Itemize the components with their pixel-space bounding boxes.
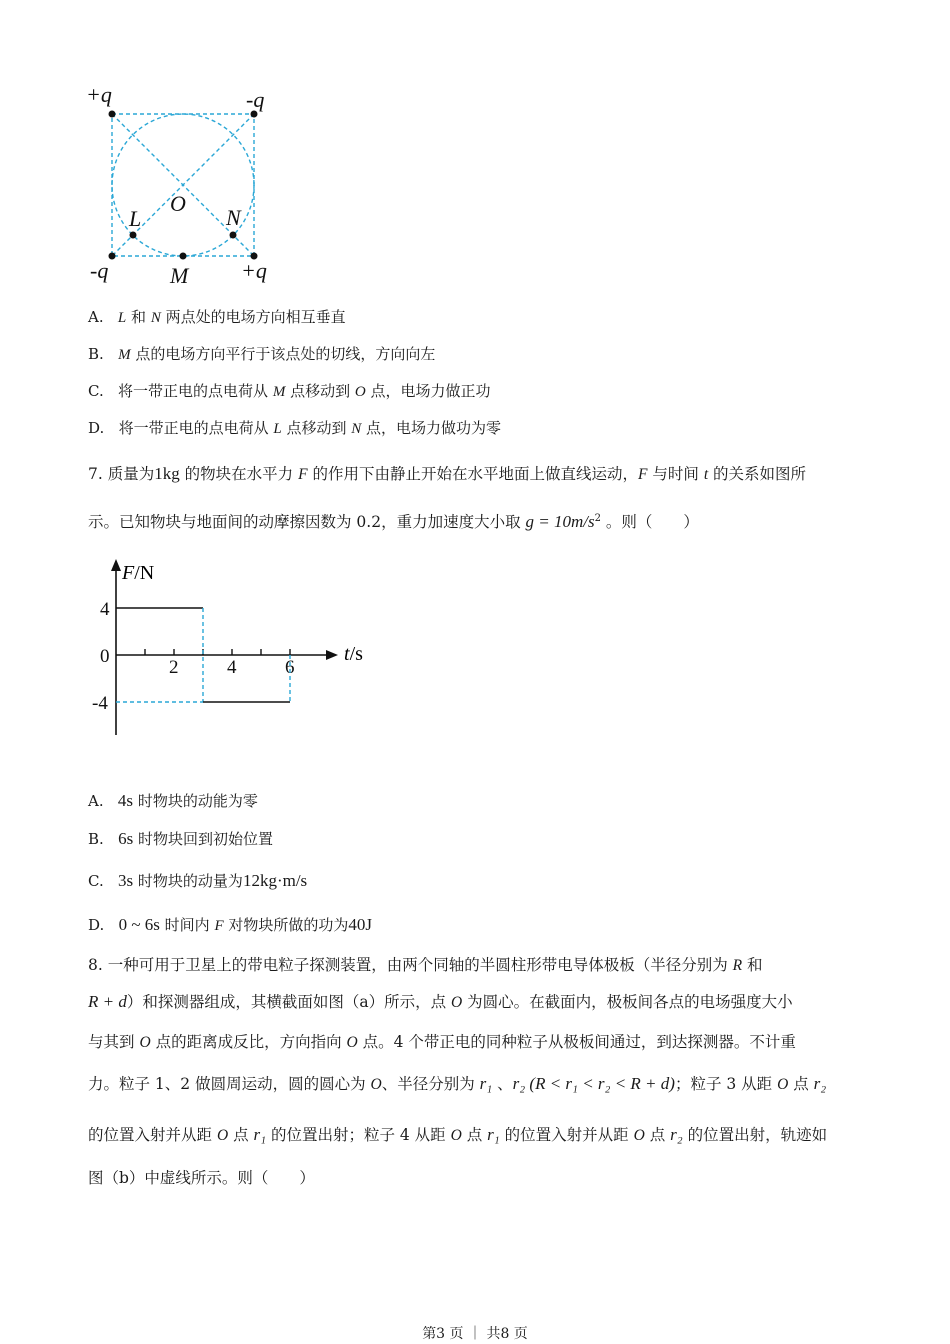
q8-stem-line2 [88,990,793,1012]
q8-stem-line3 [88,1030,796,1052]
text-part: 、 [492,1075,513,1093]
option-part: F [214,918,224,934]
label-top-left: +q [86,82,112,107]
text-part: 的位置出射；粒子 4 从距 [266,1126,451,1144]
label-N: N [226,205,241,230]
text-part: 的位置入射并从距 [88,1126,217,1144]
text-part: 点的距离成反比，方向指向 [150,1033,347,1051]
text-part: 的位置入射并从距 [499,1126,634,1144]
option-part: 将一带正电的点电荷从 [118,419,274,437]
charge-dot-top-left [109,111,116,118]
text-part: 8. 一种可用于卫星上的带电粒子探测装置，由两个同轴的半圆柱形带电导体极板（半径分别为 [88,956,733,974]
y-axis-label: F/N [122,562,155,584]
option-key: A. [88,792,104,810]
option-part: 12kg·m/s [242,871,308,890]
q7-stem-line1 [88,462,806,484]
text-part: F [637,466,648,483]
text-part: r₁ [487,1125,500,1144]
option-key: C. [88,872,104,890]
q7-option-a [88,790,258,811]
option-part: O [354,384,366,400]
option-part: 和 [126,308,151,326]
option-part: 40J [348,915,373,934]
label-bottom-right: +q [241,258,267,283]
option-part: 0 ~ 6s [118,915,160,934]
q7-stem-line2 [88,510,699,532]
text-part: O [633,1127,645,1144]
text-part: O [777,1076,789,1093]
text-part: O [216,1127,229,1144]
option-part: 点，电场力做功为零 [361,419,502,437]
option-key: B. [88,830,104,848]
text-part: 点 [788,1075,814,1093]
point-L-dot [130,232,137,239]
x-tick-label: 4 [227,657,237,678]
text-part: r₂ [813,1074,827,1093]
text-part: 和 [742,956,763,974]
text-part: (R < r₁ < r₂ < R + d) [525,1074,675,1093]
charge-dot-bottom-left [109,253,116,260]
option-part: 4s [117,791,134,810]
q6-option-b [88,343,435,364]
label-M: M [170,263,189,288]
x-axis-arrow [326,650,338,660]
label-center-O: O [170,191,186,216]
text-part: r₂ [670,1125,683,1144]
text-part: 7. 质量为 [88,465,155,483]
option-part: 两点处的电场方向相互垂直 [160,308,346,326]
option-part: 点的电场方向平行于该点处的切线，方向向左 [130,345,436,363]
point-N-dot [230,232,237,239]
text-part: t [703,466,709,483]
text-part: R + d [88,992,127,1011]
option-part: L [273,421,282,437]
text-part: 点 [228,1126,254,1144]
text-part: 的物块在水平力 [179,465,299,483]
text-part: 的作用下由静止开始在水平地面上做直线运动， [307,465,638,483]
text-part: O [451,994,463,1011]
text-part: 示。已知物块与地面间的动摩擦因数为 0.2，重力加速度大小取 [88,513,526,531]
option-part: 点移动到 [281,419,352,437]
q7-option-d [88,914,372,935]
option-part: 时物块的动能为零 [133,792,258,810]
text-part: 点。4 个带正电的同种粒子从极板间通过，到达探测器。不计重 [357,1033,796,1051]
text-part: O [450,1127,462,1144]
option-part: 点，电场力做正功 [365,382,491,400]
text-part: ）和探测器组成，其横截面如图（a）所示，点 [126,993,452,1011]
option-key: C. [88,382,104,400]
x-axis-label: t/s [344,643,363,665]
option-part: 时物块的动量为 [133,872,243,890]
text-part: ；粒子 3 从距 [674,1075,778,1093]
label-L: L [129,206,142,231]
option-part: 3s [118,871,134,890]
q8-stem-line4 [88,1072,826,1094]
option-part: M [118,347,131,363]
text-part: O [370,1076,382,1093]
text-part: 、半径分别为 [381,1075,480,1093]
text-part: 与其到 [88,1033,140,1051]
text-part: 为圆心。在截面内，极板间各点的电场强度大小 [462,993,793,1011]
text-part: g = 10m/s [525,512,595,531]
x-tick-label: 6 [285,657,295,678]
q7-option-b [88,828,273,849]
text-part: r₂ [512,1074,526,1093]
y-tick-label: 4 [100,599,110,620]
q8-stem-line6 [88,1166,315,1188]
text-part: 点 [461,1126,488,1144]
option-key: A. [88,308,104,326]
force-time-chart [80,555,380,740]
option-part: 时物块回到初始位置 [133,830,274,848]
text-part: 图（b）中虚线所示。则（ ） [88,1169,315,1187]
y-tick-label: -4 [92,693,108,714]
q6-option-a [88,306,346,327]
q7-option-c [88,870,307,891]
option-part: 对物块所做的功为 [223,916,349,934]
label-top-right: -q [246,87,265,112]
option-part: 将一带正电的点电荷从 [118,382,273,400]
point-M-dot [180,253,187,260]
option-part: 时间内 [159,916,215,934]
text-part: 力。粒子 1、2 做圆周运动，圆的圆心为 [88,1075,371,1093]
option-part: N [150,310,161,326]
option-part: 点移动到 [285,382,355,400]
text-part: r₁ [253,1125,267,1144]
option-key: D. [88,419,105,437]
label-bottom-left: -q [90,258,109,283]
x-tick-label: 2 [169,657,179,678]
option-part: M [272,384,286,400]
q8-stem-line5 [88,1123,827,1145]
option-part: N [351,421,362,437]
q6-option-c [88,380,490,401]
text-part: 的关系如图所 [708,465,807,483]
text-part: 的位置出射，轨迹如 [682,1126,828,1144]
text-part: 。则（ ） [600,513,699,531]
q8-stem-line1 [88,953,763,975]
y-axis-arrow [111,559,121,571]
text-part: r₁ [479,1074,493,1093]
option-key: B. [88,345,104,363]
text-part: 2 [594,512,601,524]
text-part: 点 [644,1126,671,1144]
text-part: F [298,466,308,483]
text-part: R [732,957,743,974]
text-part: O [139,1034,151,1051]
text-part: 1kg [154,464,180,483]
page-footer: 第3 页 ｜ 共8 页 [422,1326,528,1342]
q6-option-d [88,417,501,438]
text-part: 与时间 [647,465,704,483]
charge-square-figure [80,78,290,293]
option-key: D. [88,916,105,934]
option-part: L [117,310,127,326]
y-tick-label: 0 [100,646,110,667]
text-part: O [346,1034,358,1051]
option-part: 6s [118,829,134,848]
